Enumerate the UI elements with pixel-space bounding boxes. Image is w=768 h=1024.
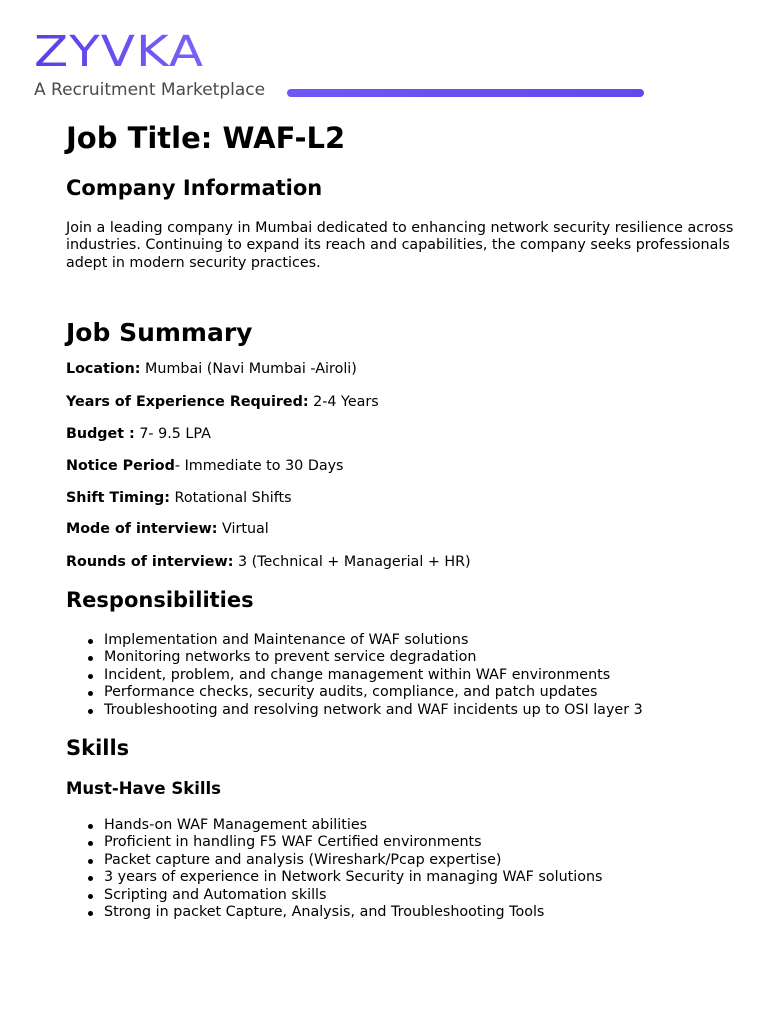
summary-label: Budget :: [66, 426, 135, 442]
bullet-icon: [88, 639, 93, 644]
summary-value: 3 (Technical + Managerial + HR): [233, 554, 471, 570]
summary-value: Rotational Shifts: [170, 490, 292, 506]
summary-label: Shift Timing:: [66, 490, 170, 506]
summary-experience: [66, 394, 379, 411]
list-item: Proficient in handling F5 WAF Certified environments: [86, 834, 726, 851]
summary-interview-mode: [66, 521, 269, 538]
responsibilities-list: [86, 632, 726, 719]
bullet-icon: [88, 894, 93, 899]
logo-wordmark: ZYVKA: [34, 26, 205, 77]
must-have-skills-list: [86, 817, 726, 921]
list-item: Scripting and Automation skills: [86, 887, 726, 904]
summary-value: 2-4 Years: [308, 394, 379, 410]
bullet-icon: [88, 824, 93, 829]
responsibilities-heading: Responsibilities: [66, 588, 254, 612]
summary-budget: [66, 426, 211, 443]
bullet-icon: [88, 911, 93, 916]
summary-value: Mumbai (Navi Mumbai -Airoli): [140, 361, 357, 377]
list-item: Hands-on WAF Management abilities: [86, 817, 726, 834]
summary-value: Virtual: [217, 521, 269, 537]
bullet-icon: [88, 859, 93, 864]
list-item: Incident, problem, and change management within WAF environments: [86, 667, 726, 684]
summary-notice-period: [66, 458, 344, 475]
page-title: Job Title: WAF-L2: [66, 121, 346, 155]
list-item: Monitoring networks to prevent service degradation: [86, 649, 726, 666]
list-item: Strong in packet Capture, Analysis, and Troubleshooting Tools: [86, 904, 726, 921]
summary-label: Years of Experience Required:: [66, 394, 309, 410]
bullet-icon: [88, 656, 93, 661]
summary-label: Mode of interview:: [66, 521, 218, 537]
logo-tagline: A Recruitment Marketplace: [34, 80, 266, 100]
list-item: Packet capture and analysis (Wireshark/Pcap expertise): [86, 852, 726, 869]
logo-accent-bar: [287, 89, 644, 97]
summary-value: - Immediate to 30 Days: [174, 458, 344, 474]
bullet-icon: [88, 674, 93, 679]
company-info-text: Join a leading company in Mumbai dedicated to enhancing network security resilience across industries. Continuing to expand its reach and capabilities, the company seeks professionals adept in modern security practices.: [66, 220, 734, 271]
list-item: Troubleshooting and resolving network and WAF incidents up to OSI layer 3: [86, 702, 726, 719]
bullet-icon: [88, 709, 93, 714]
bullet-icon: [88, 691, 93, 696]
job-summary-heading: Job Summary: [66, 318, 253, 347]
summary-interview-rounds: [66, 554, 471, 571]
summary-value: 7- 9.5 LPA: [134, 426, 211, 442]
list-item: Performance checks, security audits, compliance, and patch updates: [86, 684, 726, 701]
summary-shift-timing: [66, 490, 292, 507]
summary-label: Rounds of interview:: [66, 554, 234, 570]
list-item: 3 years of experience in Network Security in managing WAF solutions: [86, 869, 726, 886]
skills-heading: Skills: [66, 736, 130, 760]
company-info-heading: Company Information: [66, 176, 323, 200]
bullet-icon: [88, 841, 93, 846]
summary-label: Location:: [66, 361, 141, 377]
summary-location: [66, 361, 357, 378]
must-have-skills-heading: Must-Have Skills: [66, 779, 222, 798]
summary-label: Notice Period: [66, 458, 175, 474]
list-item: Implementation and Maintenance of WAF solutions: [86, 632, 726, 649]
zyvka-logo: [34, 26, 654, 104]
bullet-icon: [88, 876, 93, 881]
